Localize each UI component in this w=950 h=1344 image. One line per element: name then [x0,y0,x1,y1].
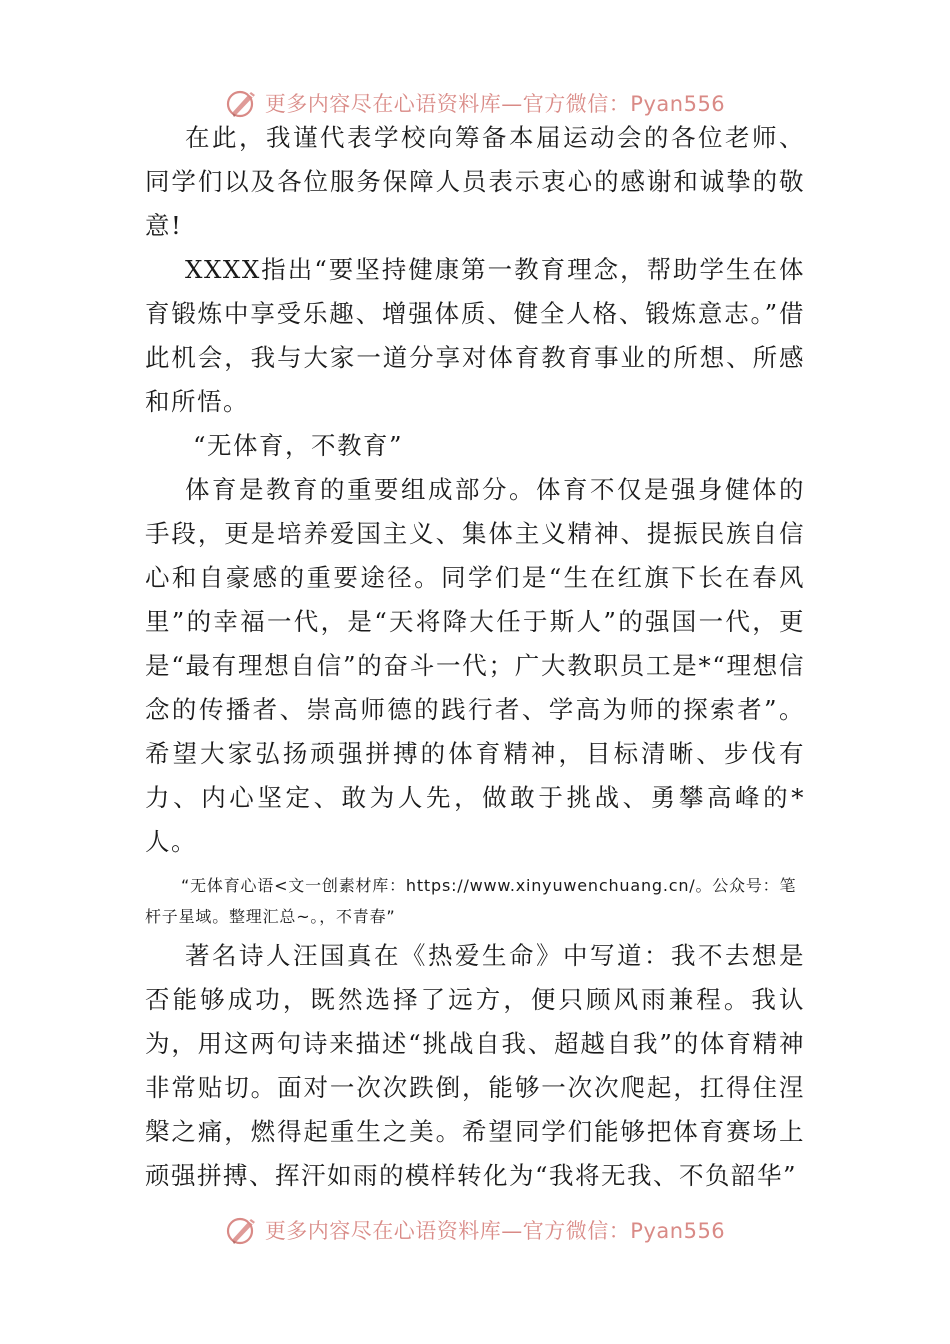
paragraph-thanks: 在此，我谨代表学校向筹备本届运动会的各位老师、同学们以及各位服务保障人员表示衷心的感谢和诚挚的敬意! [145,123,805,240]
paragraph-quote: XXXX指出“要坚持健康第一教育理念，帮助学生在体育锻炼中享受乐趣、增强体质、健全人格、锻炼意志。”借此机会，我与大家一道分享对体育教育事业的所想、所感和所悟。 [145,255,805,416]
watermark-text: 更多内容尽在心语资料库—官方微信：Pyan556 [264,1219,726,1243]
paragraph-sports-education: 体育是教育的重要组成部分。体育不仅是强身健体的手段，更是培养爱国主义、集体主义精神、提振民族自信心和自豪感的重要途径。同学们是“生在红旗下长在春风里”的幸福一代，是“天将降大任于斯人”的强国一代，更是“最有理想自信”的奋斗一代；广大教职员工是*“理想信念的传播者、崇高师德的践行者、学高为师的探索者”。希望大家弘扬顽强拼搏的体育精神，目标清晰、步伐有力、内心坚定、敢为人先，做敢于挑战、勇攀高峰的*人。 [145,475,805,856]
inserted-note: “无体育心语<文一创素材库：https://www.xinyuwenchuang.cn/。公众号：笔杆子星域。整理汇总~。，不青春” [145,876,797,926]
paragraph-poem: 著名诗人汪国真在《热爱生命》中写道：我不去想是否能够成功，既然选择了远方，便只顾风雨兼程。我认为，用这两句诗来描述“挑战自我、超越自我”的体育精神非常贴切。面对一次次跌倒，能够一次次爬起，扛得住涅槃之痛，燃得起重生之美。希望同学们能够把体育赛场上顽强拼搏、挥汗如雨的模样转化为“我将无我、不负韶华” [145,941,805,1190]
pen-logo-icon [225,1213,259,1247]
section-heading: “无体育，不教育” [193,431,404,460]
watermark-text: 更多内容尽在心语资料库—官方微信：Pyan556 [264,92,726,116]
pen-logo-icon [225,86,259,120]
document-body [145,116,805,1198]
page-footer-watermark [0,1210,950,1250]
